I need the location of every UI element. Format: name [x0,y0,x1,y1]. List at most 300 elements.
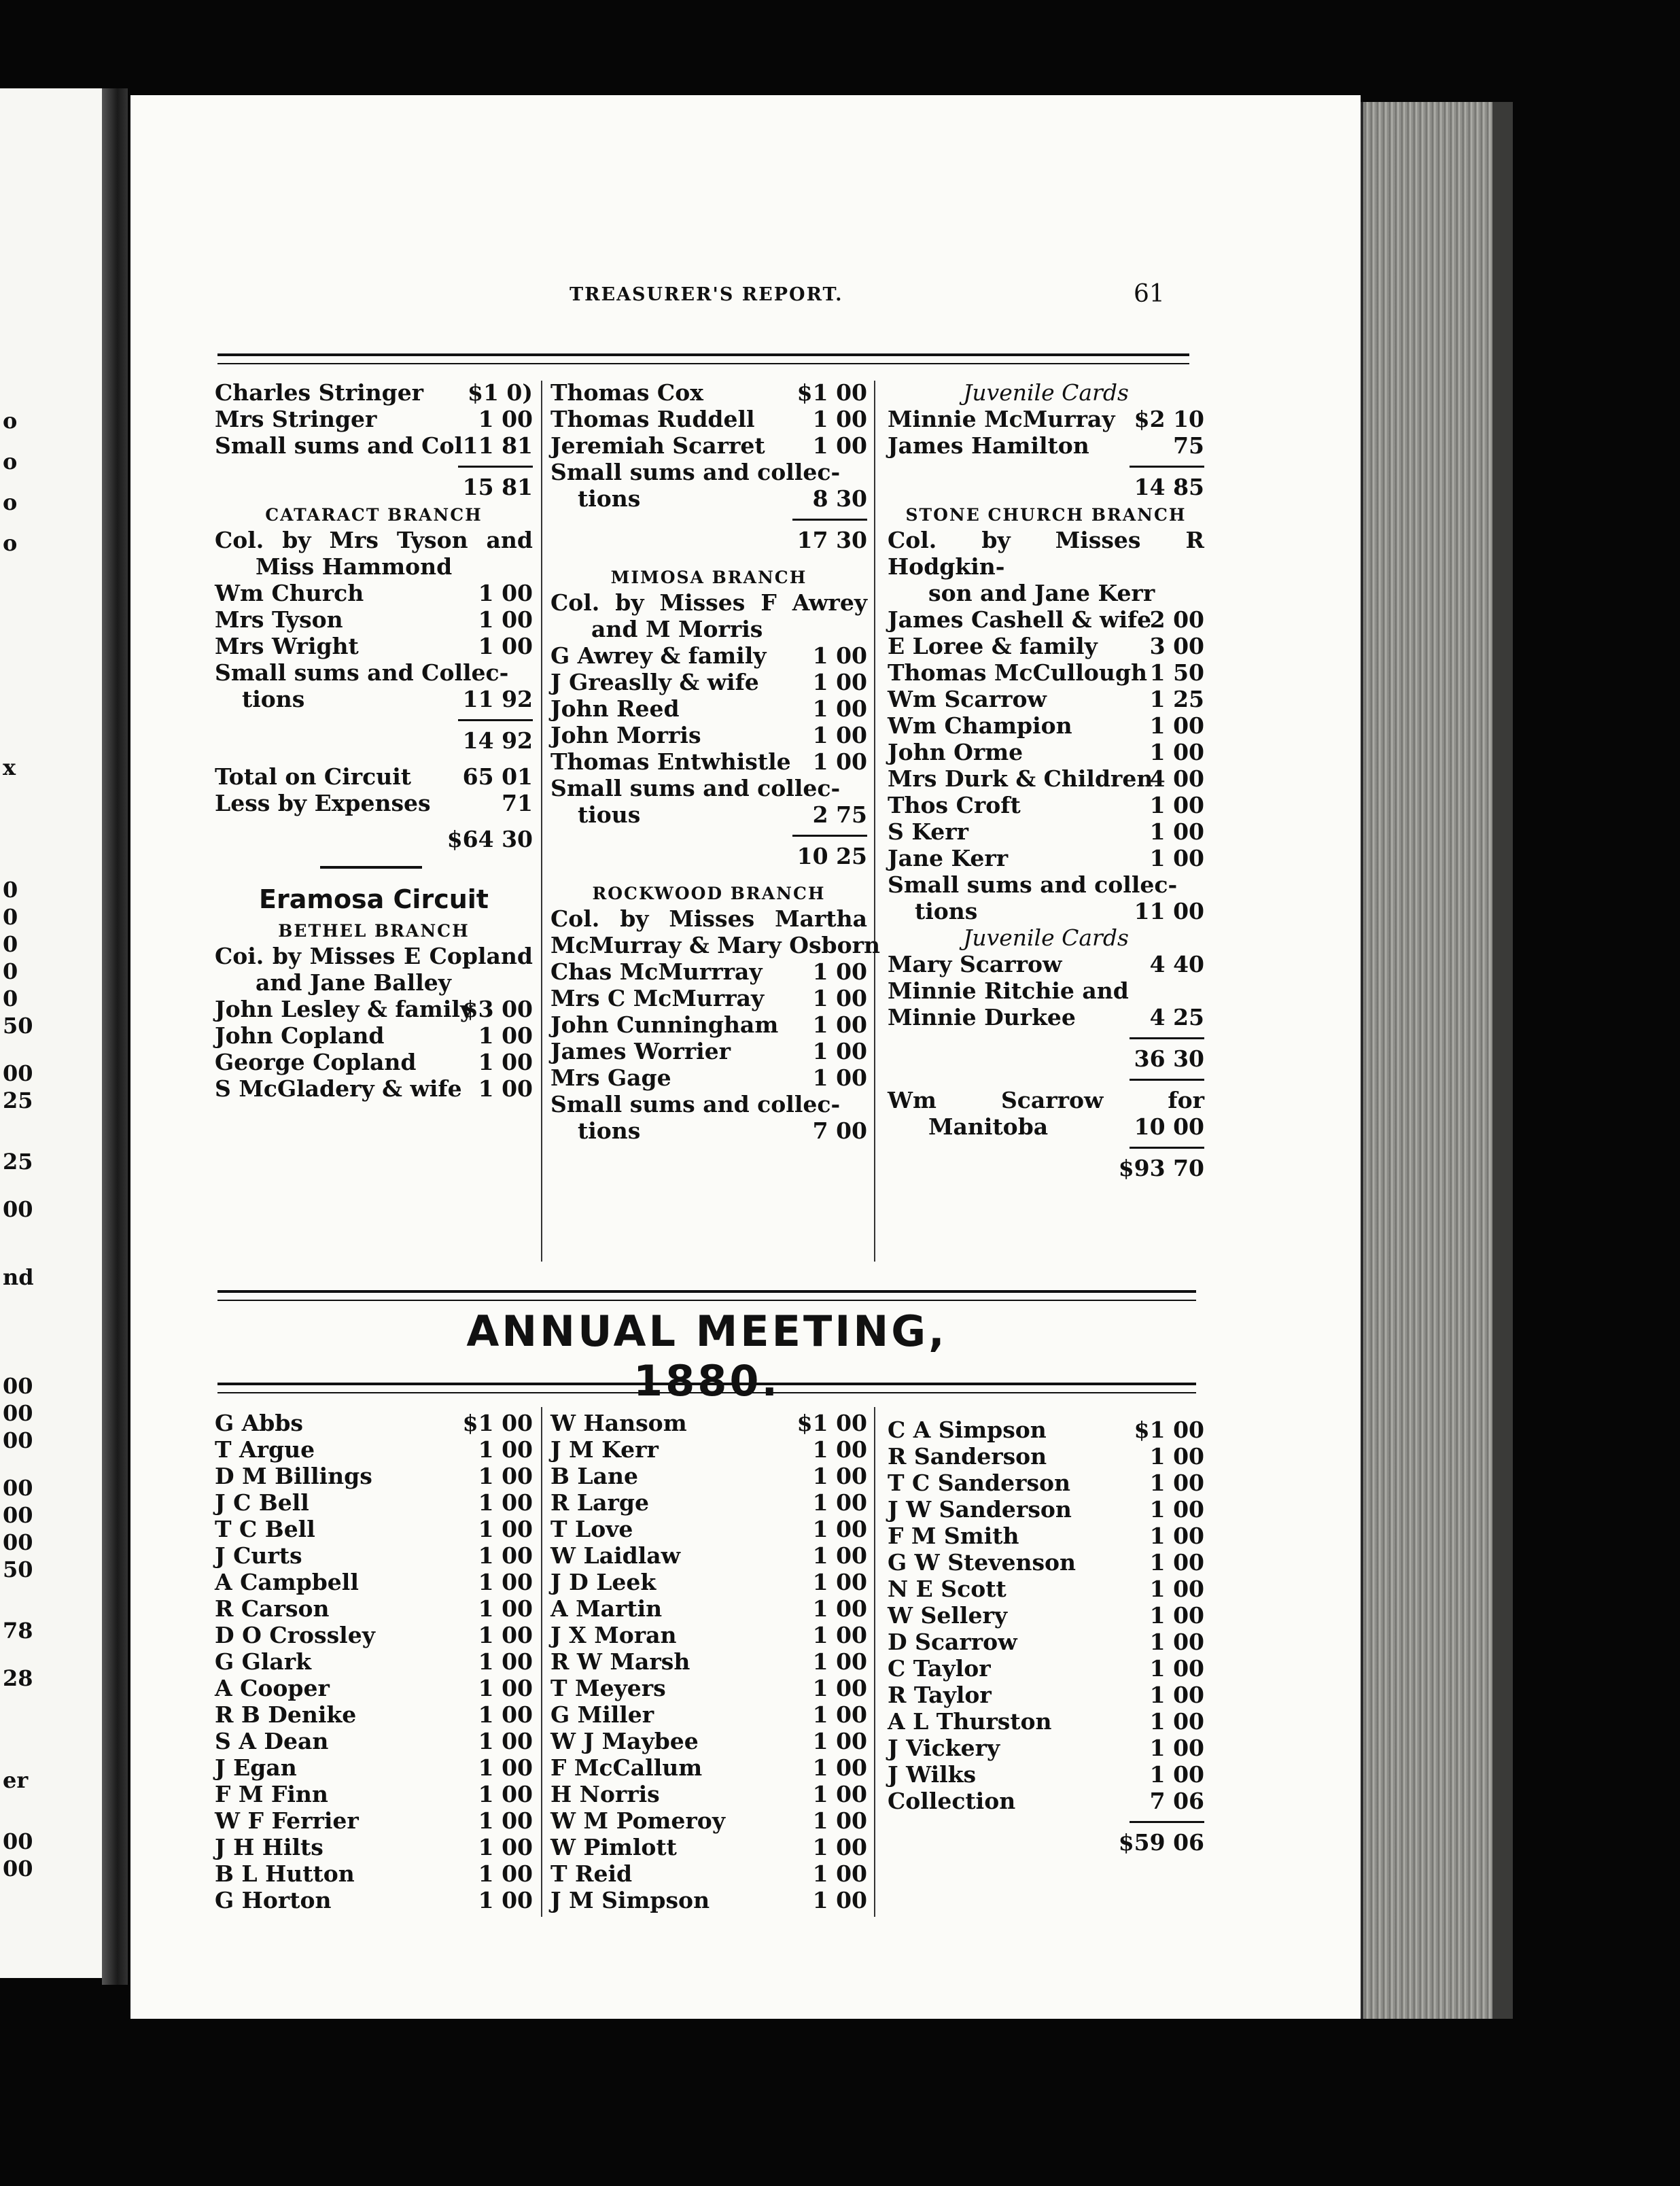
entry-name: Charles Stringer [215,379,424,406]
ledger-entry [888,606,1204,633]
donor-name: W J Maybee [550,1728,699,1754]
donor-entry [215,1887,533,1913]
collector-line-2: McMurray & Mary Osborn [550,932,880,958]
donor-amount: 1 00 [1149,1470,1204,1496]
entry-name: Thomas McCullough [888,659,1147,686]
entry-amount: 14 85 [1134,474,1204,500]
entry-amount: 1 00 [478,1075,533,1102]
entry-amount: 15 81 [462,474,533,500]
annual-column-1 [215,1410,533,1913]
donor-amount: 1 00 [812,1728,867,1754]
donor-name: C A Simpson [888,1417,1047,1443]
donor-entry [550,1807,867,1834]
ledger-entry [550,722,867,748]
entry-amount: 8 30 [812,485,867,512]
donor-entry [215,1860,533,1887]
donor-name: W Hansom [550,1410,687,1436]
ledger-entry [215,580,533,606]
donor-amount: 1 00 [1149,1576,1204,1602]
donor-name: J D Leek [550,1569,657,1595]
ledger-entry [215,659,533,686]
entry-amount: 1 00 [812,958,867,985]
entry-amount: 1 00 [812,695,867,722]
subtotal-rule [550,828,867,843]
donor-amount: 1 00 [1149,1682,1204,1708]
donor-entry [888,1788,1204,1814]
entry-name: Mrs C McMurray [550,985,765,1011]
ledger-entry [550,958,867,985]
donor-name: F M Smith [888,1523,1019,1549]
left-page-fragment: 0 [3,931,18,957]
entry-name: tious [578,801,641,828]
collector-line: Col. by Misses F Awrey [550,589,867,616]
left-page-fragment: 78 [3,1618,33,1644]
ledger-entry [550,485,867,512]
left-page-fragment: 00 [3,1400,33,1426]
donor-entry [215,1754,533,1781]
entry-name: Small sums and Collec- [215,659,509,686]
entry-amount: $3 00 [462,996,533,1022]
left-page-fragment: 0 [3,958,18,984]
collector-note [215,943,533,996]
spacer [550,553,867,563]
ledger-entry [550,843,867,869]
ledger-entry [550,406,867,432]
donor-entry [550,1887,867,1913]
report-column-2 [550,379,880,1144]
entry-amount: $2 10 [1134,406,1204,432]
entry-amount: $1 00 [797,379,867,406]
donor-amount: 1 00 [478,1675,533,1701]
collector-line [550,616,867,642]
donor-amount: 1 00 [1149,1602,1204,1629]
left-page-fragment: 0 [3,904,18,930]
entry-name: James Cashell & wife [888,606,1152,633]
entry-amount: 1 00 [478,580,533,606]
donor-name: A Cooper [215,1675,330,1701]
donor-amount: 1 00 [812,1542,867,1569]
entry-name: Mary Scarrow [888,951,1062,977]
ledger-entry [888,951,1204,977]
entry-name: Minnie Ritchie and [888,977,1129,1004]
donor-entry [888,1708,1204,1735]
collector-note [888,1087,1204,1140]
ledger-entry [888,871,1204,898]
donor-amount: 1 00 [812,1701,867,1728]
entry-amount: 10 00 [1134,1113,1204,1140]
ledger-entry [550,1064,867,1091]
entry-amount: 1 00 [478,1049,533,1075]
donor-entry [888,1496,1204,1523]
entry-name: S Kerr [888,818,969,845]
left-page-fragment: 50 [3,1557,33,1582]
donor-amount: 1 00 [478,1436,533,1463]
entry-name: tions [578,1117,641,1144]
donor-amount: 1 00 [478,1569,533,1595]
section-rule [217,1383,1196,1393]
donor-amount: 1 00 [478,1463,533,1489]
entry-name: Thomas Ruddell [550,406,755,432]
donor-amount: 1 00 [812,1463,867,1489]
entry-amount: 1 00 [812,1064,867,1091]
entry-name: John Lesley & family [215,996,474,1022]
entry-amount: 14 92 [462,727,533,754]
left-page-fragment: 00 [3,1856,33,1881]
branch-heading: STONE CHURCH BRANCH [905,505,1187,525]
donor-amount: 1 00 [1149,1655,1204,1682]
donor-name: T C Bell [215,1516,315,1542]
donor-name: B L Hutton [215,1860,355,1887]
donor-name: R B Denike [215,1701,357,1728]
entry-amount: 71 [502,790,533,816]
donor-amount: 1 00 [812,1569,867,1595]
donor-entry [550,1675,867,1701]
ledger-entry [215,406,533,432]
donor-name: W Laidlaw [550,1542,681,1569]
donor-name: T Meyers [550,1675,666,1701]
donor-amount: 1 00 [478,1516,533,1542]
entry-amount: 2 75 [812,801,867,828]
donor-entry [215,1595,533,1622]
ledger-entry [888,765,1204,792]
entry-amount: 1 00 [812,642,867,669]
donor-entry [550,1516,867,1542]
report-column-1 [215,379,533,1102]
donor-entry [215,1436,533,1463]
donor-name: C Taylor [888,1655,991,1682]
entry-amount: 1 00 [1149,712,1204,739]
entry-amount: 11 92 [462,686,533,712]
donor-name: R Sanderson [888,1443,1047,1470]
collector-line [550,932,880,958]
donor-name: J C Bell [215,1489,309,1516]
spacer [550,869,867,879]
subtotal-rule [215,712,533,727]
donor-amount: 1 00 [478,1489,533,1516]
donor-name: T C Sanderson [888,1470,1071,1496]
donor-entry [888,1417,1204,1443]
donor-entry [215,1675,533,1701]
entry-amount: 1 00 [812,432,867,459]
donor-amount: 1 00 [812,1595,867,1622]
ledger-entry [888,792,1204,818]
entry-amount: 7 00 [812,1117,867,1144]
entry-name: Minnie Durkee [888,1004,1076,1030]
entry-name: Small sums and Col [215,432,463,459]
donor-entry [215,1569,533,1595]
entry-amount: 3 00 [1149,633,1204,659]
branch-heading: ROCKWOOD BRANCH [592,884,826,903]
left-page-fragments [0,88,41,1978]
ledger-entry [215,606,533,633]
entry-name: Small sums and collec- [888,871,1178,898]
entry-amount: 2 00 [1149,606,1204,633]
donor-name: J Vickery [888,1735,1000,1761]
left-page-fragment: o [3,530,18,556]
entry-amount: $1 0) [468,379,533,406]
column-divider [874,1407,875,1917]
collector-line [215,553,533,580]
ledger-entry [215,763,533,790]
donor-name: J X Moran [550,1622,677,1648]
entry-amount: 1 00 [812,406,867,432]
entry-name: Less by Expenses [215,790,431,816]
donor-entry [888,1576,1204,1602]
entry-amount: 1 00 [812,985,867,1011]
collector-note [550,905,880,958]
ledger-entry [550,695,867,722]
left-page-edge [0,88,105,1978]
donor-entry [888,1655,1204,1682]
donor-amount: 1 00 [478,1648,533,1675]
donor-entry [215,1728,533,1754]
annual-meeting-title: ANNUAL MEETING, 1880. [466,1306,947,1406]
entry-amount: 1 00 [812,748,867,775]
donor-entry [550,1542,867,1569]
entry-name: Small sums and collec- [550,1091,841,1117]
donor-entry [215,1807,533,1834]
entry-name: Thomas Cox [550,379,703,406]
entry-amount: 17 30 [797,527,867,553]
donor-amount: 1 00 [478,1622,533,1648]
entry-amount: 11 00 [1134,898,1204,924]
page-edges [1361,102,1513,2019]
entry-amount: 1 00 [1149,818,1204,845]
left-page-fragment: 00 [3,1828,33,1854]
juvenile-cards-heading: Juvenile Cards [963,379,1129,406]
ledger-entry [550,1038,867,1064]
ledger-entry [550,379,867,406]
ledger-entry [888,818,1204,845]
donor-entry [888,1602,1204,1629]
entry-name: Jeremiah Scarret [550,432,765,459]
spacer [215,816,533,826]
donor-name: A Martin [550,1595,663,1622]
entry-name: G Awrey & family [550,642,767,669]
collector-note [550,589,867,642]
column-divider [541,1407,542,1917]
subtotal-rule [888,1030,1204,1045]
divider-rule [215,852,533,882]
donor-entry [550,1781,867,1807]
donor-name: J Egan [215,1754,297,1781]
ledger-entry [215,1022,533,1049]
spacer [215,754,533,763]
page-number: 61 [1134,280,1165,308]
entry-name: John Reed [550,695,680,722]
entry-amount: 1 00 [812,669,867,695]
ledger-entry [888,1045,1204,1072]
donor-amount: 1 00 [812,1516,867,1542]
donor-name: A Campbell [215,1569,359,1595]
entry-name: Wm Scarrow [888,686,1047,712]
left-page-fragment: 00 [3,1427,33,1453]
entry-name: Wm Church [215,580,364,606]
ledger-entry [888,739,1204,765]
collector-line: Coi. by Misses E Copland [215,943,533,969]
entry-amount: 1 50 [1149,659,1204,686]
ledger-entry [550,801,867,828]
entry-name: Total on Circuit [215,763,411,790]
ledger-entry [888,1004,1204,1030]
entry-amount: 1 00 [478,633,533,659]
donor-amount: 1 00 [1149,1443,1204,1470]
donor-name: G Miller [550,1701,654,1728]
annual-total [888,1829,1204,1856]
donor-name: G Glark [215,1648,312,1675]
donor-name: F McCallum [550,1754,703,1781]
donor-name: B Lane [550,1463,638,1489]
entry-name: John Orme [888,739,1023,765]
donor-name: J Wilks [888,1761,977,1788]
entry-name: John Cunningham [550,1011,779,1038]
donor-amount: 1 00 [812,1648,867,1675]
donor-entry [888,1523,1204,1549]
collector-line: Col. by Misses Martha [550,905,867,932]
collector-line-2: Miss Hammond [256,553,453,580]
entry-name: Mrs Tyson [215,606,343,633]
ledger-entry [550,527,867,553]
entry-name: Thos Croft [888,792,1021,818]
donor-entry [215,1463,533,1489]
donor-amount: 1 00 [1149,1629,1204,1655]
ledger-entry [888,845,1204,871]
ledger-entry [215,727,533,754]
ledger-entry [550,985,867,1011]
ledger-entry [215,996,533,1022]
donor-amount: 1 00 [478,1542,533,1569]
entry-amount: 1 00 [478,606,533,633]
annual-column-3 [888,1417,1204,1856]
left-page-fragment: 50 [3,1013,33,1039]
left-page-fragment: 00 [3,1475,33,1501]
left-page-fragment: 00 [3,1060,33,1086]
donor-entry [550,1728,867,1754]
donor-entry [215,1410,533,1436]
donor-amount: 1 00 [812,1887,867,1913]
entry-name: J Greaslly & wife [550,669,759,695]
donor-amount: 1 00 [1149,1496,1204,1523]
donor-name: N E Scott [888,1576,1007,1602]
donor-amount: 1 00 [812,1781,867,1807]
entry-name: James Hamilton [888,432,1089,459]
entry-name: E Loree & family [888,633,1098,659]
donor-entry [215,1648,533,1675]
donor-entry [888,1735,1204,1761]
donor-name: J Curts [215,1542,302,1569]
collector-line: Col. by Mrs Tyson and [215,527,533,553]
annual-total-amount: $59 06 [1118,1829,1204,1856]
ledger-entry [215,474,533,500]
collector-line: Col. by Misses R Hodgkin- [888,527,1204,580]
donor-name: G W Stevenson [888,1549,1077,1576]
collector-line-2: and M Morris [591,616,763,642]
donor-amount: 1 00 [478,1807,533,1834]
subtotal-rule [888,1814,1204,1829]
entry-amount: 1 00 [1149,792,1204,818]
donor-entry [888,1549,1204,1576]
ledger-entry [888,432,1204,459]
donor-amount: 1 00 [478,1701,533,1728]
donor-name: J H Hilts [215,1834,323,1860]
ledger-entry [215,379,533,406]
ledger-entry [215,633,533,659]
left-page-fragment: 28 [3,1665,33,1691]
donor-name: R W Marsh [550,1648,690,1675]
ledger-entry [888,633,1204,659]
left-page-fragment: 00 [3,1529,33,1555]
ledger-entry [215,1049,533,1075]
ledger-entry [550,1011,867,1038]
donor-name: H Norris [550,1781,660,1807]
donor-name: D M Billings [215,1463,372,1489]
left-page-fragment: er [3,1767,29,1793]
subtotal-rule [215,459,533,474]
donor-amount: 1 00 [478,1834,533,1860]
donor-entry [215,1542,533,1569]
entry-name: tions [915,898,978,924]
donor-name: S A Dean [215,1728,329,1754]
column-divider [541,381,542,1262]
donor-amount: 1 00 [478,1860,533,1887]
donor-name: G Abbs [215,1410,304,1436]
donor-amount: 1 00 [1149,1735,1204,1761]
ledger-entry [888,686,1204,712]
ledger-entry [550,1117,867,1144]
donor-entry [888,1470,1204,1496]
donor-entry [550,1595,867,1622]
section-rule [217,1290,1196,1301]
ledger-entry [550,459,867,485]
entry-amount: 1 00 [812,1038,867,1064]
donor-amount: 1 00 [1149,1549,1204,1576]
entry-amount: 11 81 [462,432,533,459]
donor-name: R Large [550,1489,649,1516]
ledger-entry [888,474,1204,500]
entry-name: Mrs Wright [215,633,359,659]
running-header: TREASURER'S REPORT. [570,284,843,305]
donor-entry [550,1860,867,1887]
donor-name: A L Thurston [888,1708,1052,1735]
donor-name: W F Ferrier [215,1807,359,1834]
collector-line [888,580,1204,606]
subtotal-rule [888,1072,1204,1087]
ledger-entry [550,642,867,669]
entry-amount: 4 40 [1149,951,1204,977]
left-page-fragment: o [3,408,18,434]
donor-entry [215,1622,533,1648]
donor-amount: 1 00 [478,1754,533,1781]
annual-column-2 [550,1410,867,1913]
entry-name: Mrs Gage [550,1064,671,1091]
circuit-heading: Eramosa Circuit [259,884,489,914]
entry-amount: $64 30 [447,826,533,852]
donor-entry [550,1754,867,1781]
left-page-fragment: 00 [3,1502,33,1528]
entry-name: Mrs Stringer [215,406,377,432]
donor-name: W Sellery [888,1602,1008,1629]
entry-name: Small sums and collec- [550,459,841,485]
entry-name: Minnie McMurray [888,406,1115,432]
donor-name: D Scarrow [888,1629,1017,1655]
donor-entry [550,1648,867,1675]
ledger-entry [215,826,533,852]
ledger-entry [888,406,1204,432]
entry-name: S McGladery & wife [215,1075,462,1102]
entry-amount: 1 00 [812,722,867,748]
donor-amount: 7 06 [1149,1788,1204,1814]
donor-entry [888,1761,1204,1788]
